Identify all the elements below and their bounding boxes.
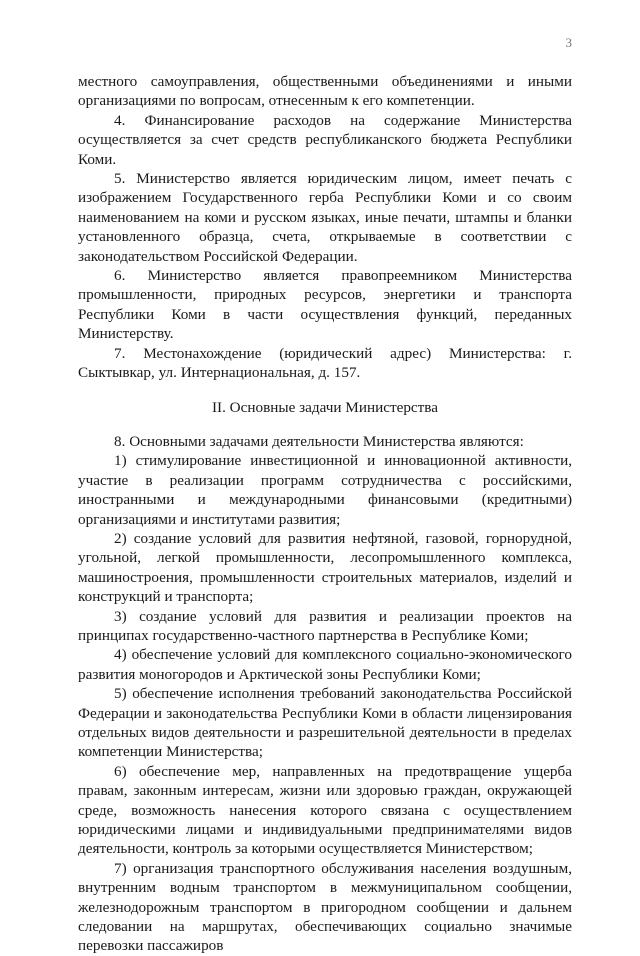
- task-item-6: 6) обеспечение мер, направленных на предотвращение ущерба правам, законным интересам, жизни или здоровью граждан, окружающей среде, возможность нанесения которого связана с осуществлением юридическими лицами и индивидуальными предпринимателями видов деятельности, контроль за которыми осуществляется Министерством;: [78, 762, 572, 858]
- task-item-5: 5) обеспечение исполнения требований законодательства Российской Федерации и законодательства Республики Коми в области лицензирования отдельных видов деятельности и разрешительной деятельности в пределах компетенции Министерства;: [78, 685, 572, 761]
- section-heading: II. Основные задачи Министерства: [211, 398, 439, 416]
- paragraph-item-8-intro: 8. Основными задачами деятельности Министерства являются:: [114, 432, 524, 450]
- task-item-2: 2) создание условий для развития нефтяной, газовой, горнорудной, угольной, легкой промышленности, лесопромышленного комплекса, машиностроения, промышленности строительных материалов, изделий и конструкций и транспорта;: [78, 529, 572, 606]
- task-item-3: 3) создание условий для развития и реализации проектов на принципах государственно-частного партнерства в Республике Коми;: [78, 607, 572, 644]
- task-item-7: 7) организация транспортного обслуживания населения воздушным, внутренним водным транспортом в межмуниципальном сообщении, железнодорожным транспортом в пригородном сообщении и дальнем следовании на маршрутах, обеспечивающих социально значимые перевозки пассажиров: [78, 859, 572, 955]
- paragraph-item-7: 7. Местонахождение (юридический адрес) Министерства: г. Сыктывкар, ул. Интернациональная, д. 157.: [78, 344, 572, 382]
- intro-continuation: местного самоуправления, общественными объединениями и иными организациями по вопросам, отнесенным к его компетенции.: [78, 73, 572, 110]
- paragraph-item-5: 5. Министерство является юридическим лицом, имеет печать с изображением Государственного герба Республики Коми и со своим наименованием на коми и русском языках, иные печати, штампы и бланки установленного образца, счета, открываемые в соответствии с законодательством Российской Федерации.: [78, 170, 572, 265]
- paragraph-item-6: 6. Министерство является правопреемником Министерства промышленности, природных ресурсов, энергетики и транспорта Республики Коми в части осуществления функций, переданных Министерству.: [78, 267, 572, 343]
- task-item-1: 1) стимулирование инвестиционной и инновационной активности, участие в реализации программ сотрудничества с российскими, иностранными и международными финансовыми (кредитными) организациями и институтами развития;: [78, 452, 572, 528]
- document-body: [78, 72, 572, 956]
- task-item-4: 4) обеспечение условий для комплексного социально-экономического развития моногородов и Арктической зоны Республики Коми;: [78, 646, 572, 683]
- paragraph-item-4: 4. Финансирование расходов на содержание Министерства осуществляется за счет средств республиканского бюджета Республики Коми.: [78, 111, 572, 168]
- page-number: 3: [565, 35, 572, 50]
